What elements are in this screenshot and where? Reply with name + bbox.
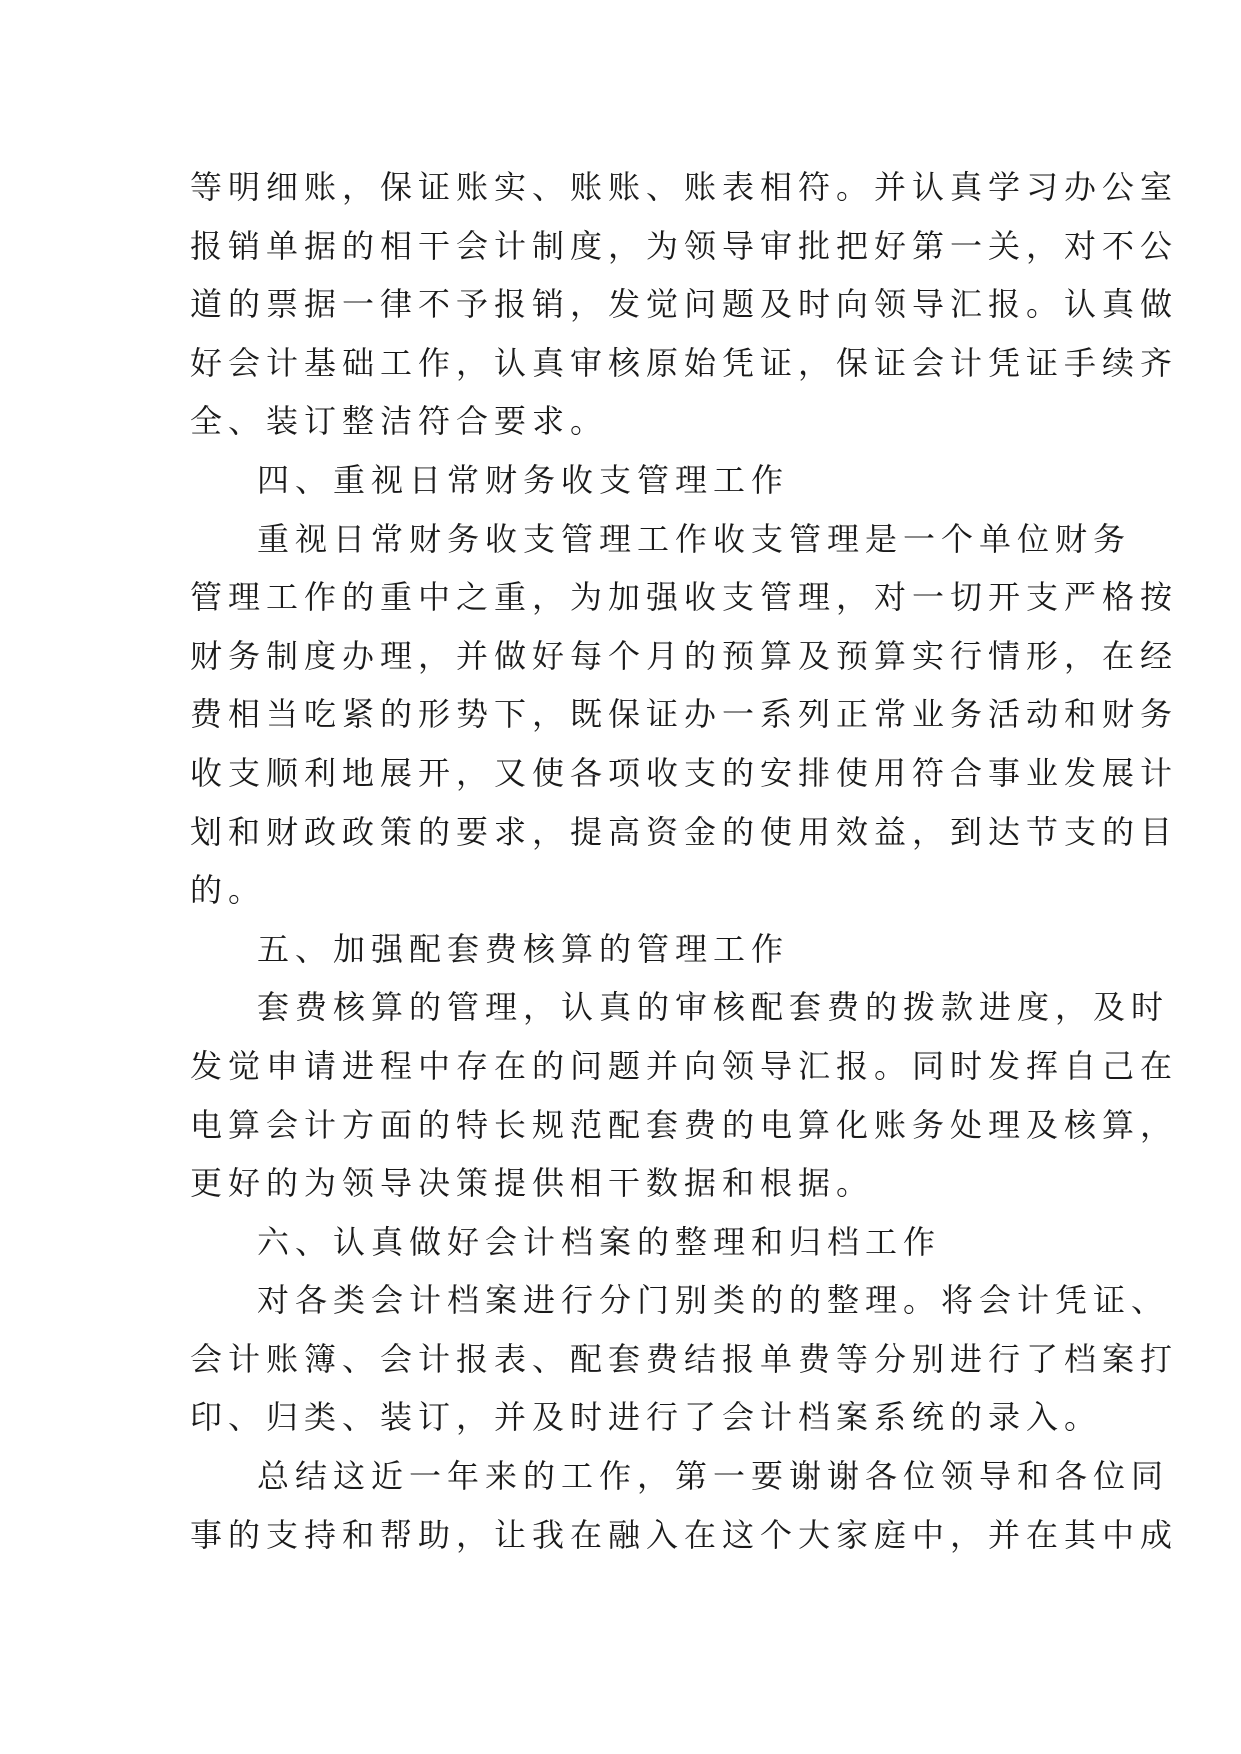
text-line: 总结这近一年来的工作，第一要谢谢各位领导和各位同 [257, 1457, 1170, 1496]
text-line: 套费核算的管理，认真的审核配套费的拨款进度，及时 [257, 988, 1170, 1027]
document-body [190, 158, 1179, 1564]
text-line: 印、归类、装订，并及时进行了会计档案系统的录入。 [190, 1398, 1103, 1437]
text-line: 六、认真做好会计档案的整理和归档工作 [257, 1222, 942, 1261]
text-line: 道的票据一律不予报销，发觉问题及时向领导汇报。认真做 [190, 285, 1179, 324]
text-line: 等明细账，保证账实、账账、账表相符。并认真学习办公室 [190, 168, 1179, 206]
text-line: 四、重视日常财务收支管理工作 [257, 460, 790, 499]
text-line: 财务制度办理，并做好每个月的预算及预算实行情形，在经 [190, 636, 1179, 675]
text-line: 电算会计方面的特长规范配套费的电算化账务处理及核算， [190, 1105, 1179, 1144]
text-line: 划和财政政策的要求，提高资金的使用效益，到达节支的目 [190, 812, 1179, 851]
text-line: 收支顺利地展开，又使各项收支的安排使用符合事业发展计 [190, 753, 1179, 792]
text-line: 对各类会计档案进行分门别类的的整理。将会计凭证、 [257, 1281, 1170, 1320]
text-line: 重视日常财务收支管理工作收支管理是一个单位财务 [257, 519, 1132, 558]
text-line: 更好的为领导决策提供相干数据和根据。 [190, 1164, 875, 1203]
text-line: 五、加强配套费核算的管理工作 [257, 929, 790, 968]
text-line: 全、装订整洁符合要求。 [190, 402, 609, 441]
text-line: 好会计基础工作，认真审核原始凭证，保证会计凭证手续齐 [190, 343, 1179, 382]
text-line: 事的支持和帮助，让我在融入在这个大家庭中，并在其中成 [190, 1515, 1179, 1554]
text-line: 管理工作的重中之重，为加强收支管理，对一切开支严格按 [190, 578, 1179, 617]
text-line: 会计账簿、会计报表、配套费结报单费等分别进行了档案打 [190, 1339, 1179, 1378]
text-line: 费相当吃紧的形势下，既保证办一系列正常业务活动和财务 [190, 695, 1179, 734]
text-line: 报销单据的相干会计制度，为领导审批把好第一关，对不公 [190, 226, 1179, 265]
text-line: 发觉申请进程中存在的问题并向领导汇报。同时发挥自己在 [190, 1046, 1179, 1085]
text-line: 的。 [190, 871, 267, 910]
